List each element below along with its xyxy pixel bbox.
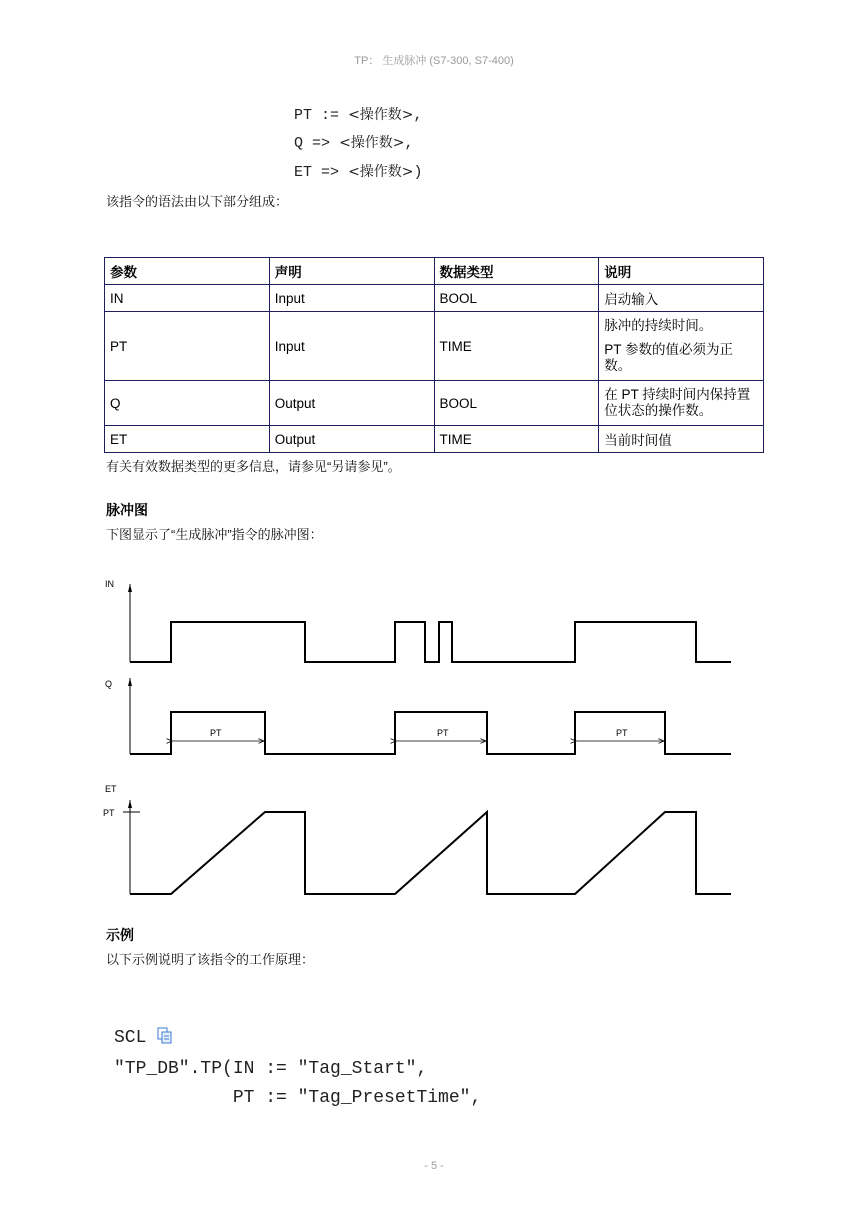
pt-span-label: PT: [210, 728, 222, 738]
page-header: TP： 生成脉冲 (S7-300, S7-400): [354, 55, 514, 67]
table-header-cell: 参数: [105, 258, 270, 285]
table-row: [105, 312, 764, 381]
parameter-table: [104, 257, 764, 453]
et-signal: [130, 812, 731, 894]
copy-icon[interactable]: [157, 1026, 173, 1055]
table-cell: Output: [269, 381, 434, 426]
table-header-cell: 声明: [269, 258, 434, 285]
pulse-diagram-heading: 脉冲图: [106, 502, 148, 518]
table-note: 有关有效数据类型的更多信息，请参见“另请参见”。: [106, 459, 401, 474]
table-row: [105, 426, 764, 453]
pulse-diagram: [100, 570, 740, 910]
table-cell-text: PT 参数的值必须为正数。: [604, 342, 734, 373]
table-cell: TIME: [434, 426, 599, 453]
pt-span-label: PT: [616, 728, 628, 738]
table-row: [105, 381, 764, 426]
table-cell: Input: [269, 285, 434, 312]
table-cell: [599, 381, 764, 426]
table-cell: ET: [105, 426, 270, 453]
in-axis-arrow: [128, 584, 132, 592]
table-cell: Input: [269, 312, 434, 381]
q-axis-arrow: [128, 678, 132, 686]
table-header-cell: 说明: [599, 258, 764, 285]
table-cell: IN: [105, 285, 270, 312]
table-header-row: [105, 258, 764, 285]
table-row: [105, 285, 764, 312]
table-cell: Q: [105, 381, 270, 426]
page-number: - 5 -: [424, 1160, 444, 1172]
table-cell: Output: [269, 426, 434, 453]
scl-code-block: [114, 1024, 481, 1113]
in-axis-label: IN: [105, 579, 114, 589]
et-axis-arrow: [128, 800, 132, 808]
code-line: "TP_DB".TP(IN := "Tag_Start",: [114, 1059, 428, 1079]
code-lang-label: SCL: [114, 1028, 147, 1048]
syntax-line-pt: PT := <操作数>,: [294, 107, 423, 124]
table-cell: 启动输入: [599, 285, 764, 312]
table-cell: BOOL: [434, 285, 599, 312]
table-cell-text: 脉冲的持续时间。: [604, 318, 713, 333]
table-cell: TIME: [434, 312, 599, 381]
table-header-cell: 数据类型: [434, 258, 599, 285]
table-cell: PT: [105, 312, 270, 381]
table-cell: 当前时间值: [599, 426, 764, 453]
q-axis-label: Q: [105, 679, 113, 689]
in-signal: [130, 622, 731, 662]
pulse-diagram-intro: 下图显示了“生成脉冲”指令的脉冲图：: [106, 527, 323, 542]
example-heading: 示例: [106, 927, 134, 943]
table-cell-text: 在 PT 持续时间内保持置位状态的操作数。: [604, 387, 751, 418]
syntax-line-q: Q => <操作数>,: [294, 135, 414, 152]
et-axis-label: ET: [105, 784, 117, 794]
pt-span-label: PT: [437, 728, 449, 738]
table-cell: [599, 312, 764, 381]
table-cell: BOOL: [434, 381, 599, 426]
code-lang-row: [114, 1024, 481, 1055]
syntax-line-et: ET => <操作数>): [294, 164, 423, 181]
example-intro: 以下示例说明了该指令的工作原理：: [106, 952, 315, 967]
pt-level-label: PT: [103, 808, 115, 818]
syntax-intro: 该指令的语法由以下部分组成：: [106, 194, 289, 209]
code-line: PT := "Tag_PresetTime",: [114, 1088, 482, 1108]
